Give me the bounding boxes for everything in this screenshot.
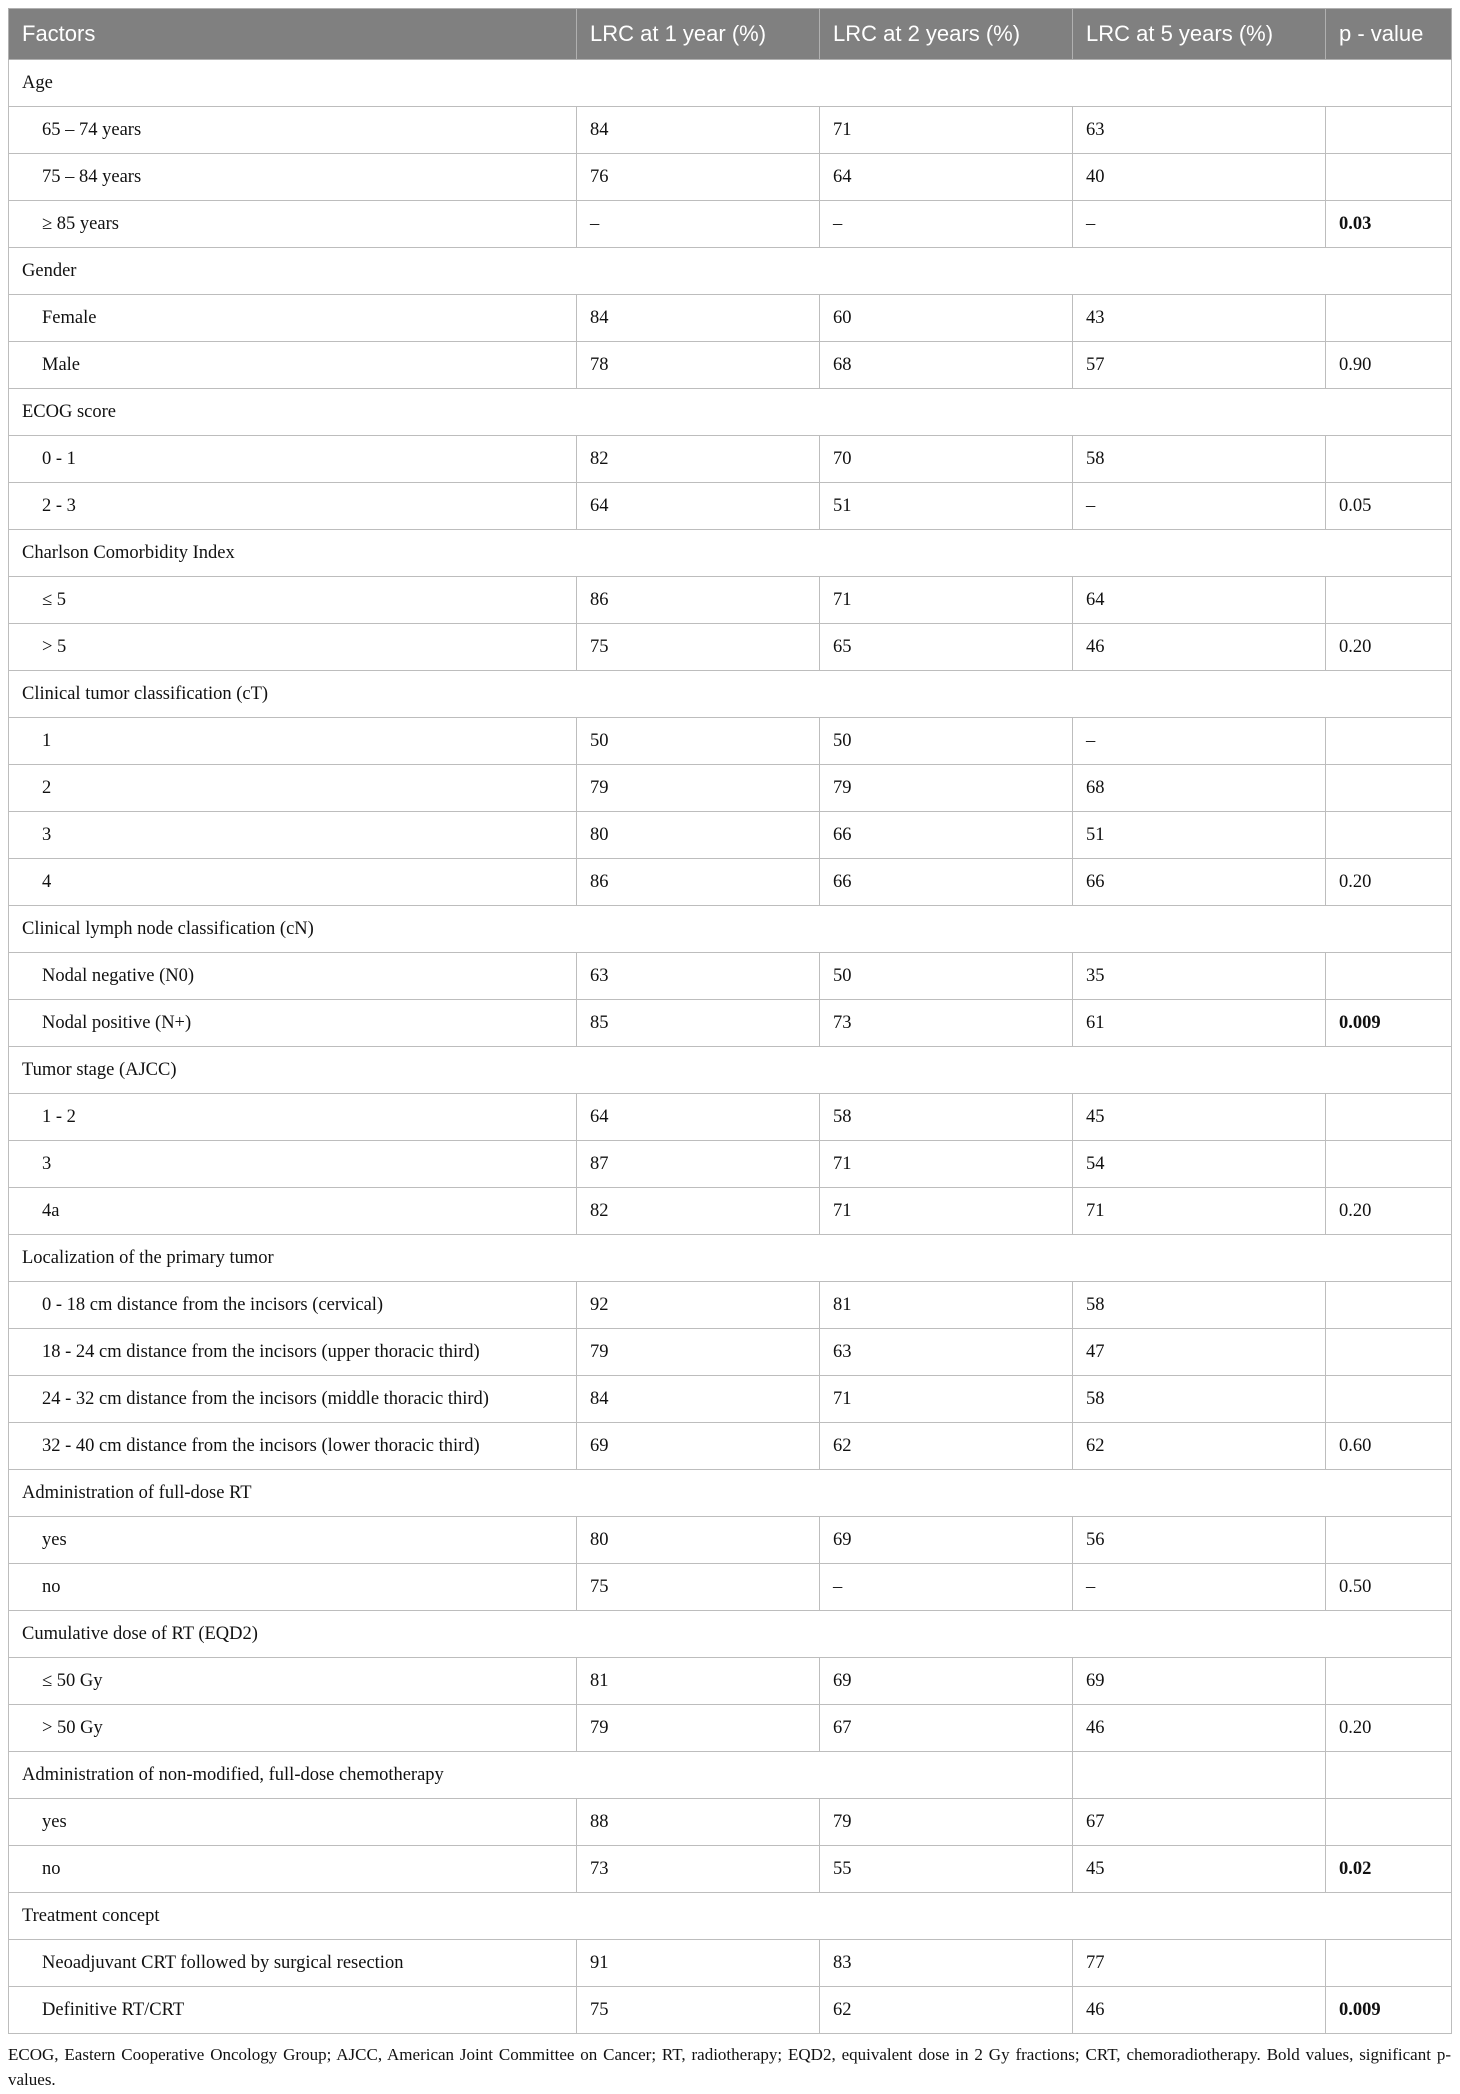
group-row [9, 60, 1452, 107]
lrc-2-years-cell: 71 [820, 1376, 1073, 1423]
table-row [9, 1564, 1452, 1611]
p-value-cell: 0.009 [1326, 1987, 1452, 2034]
lrc-1-year-cell: 79 [577, 765, 820, 812]
lrc-5-years-cell: 64 [1073, 577, 1326, 624]
table-row [9, 107, 1452, 154]
lrc-5-years-cell: 66 [1073, 859, 1326, 906]
lrc-2-years-cell: 63 [820, 1329, 1073, 1376]
header-p-value: p - value [1326, 9, 1452, 60]
p-value-cell [1326, 1799, 1452, 1846]
lrc-2-years-cell: 79 [820, 765, 1073, 812]
table-row [9, 718, 1452, 765]
table-row [9, 201, 1452, 248]
lrc-1-year-cell: 80 [577, 1517, 820, 1564]
lrc-2-years-cell: 70 [820, 436, 1073, 483]
lrc-2-years-cell: 65 [820, 624, 1073, 671]
table-body [9, 60, 1452, 2034]
table-row [9, 1940, 1452, 1987]
table-row [9, 1423, 1452, 1470]
factor-cell: no [9, 1564, 577, 1611]
lrc-5-years-cell: 77 [1073, 1940, 1326, 1987]
factor-cell: Nodal negative (N0) [9, 953, 577, 1000]
lrc-5-years-cell: 58 [1073, 436, 1326, 483]
table-row [9, 1329, 1452, 1376]
lrc-1-year-cell: 75 [577, 624, 820, 671]
header-lrc-1-year: LRC at 1 year (%) [577, 9, 820, 60]
header-lrc-5-years: LRC at 5 years (%) [1073, 9, 1326, 60]
header-lrc-2-years: LRC at 2 years (%) [820, 9, 1073, 60]
table-row [9, 624, 1452, 671]
lrc-1-year-cell: 86 [577, 859, 820, 906]
lrc-5-years-cell: 63 [1073, 107, 1326, 154]
lrc-2-years-cell: 62 [820, 1987, 1073, 2034]
lrc-1-year-cell: 75 [577, 1987, 820, 2034]
group-label: Clinical lymph node classification (cN) [9, 906, 1452, 953]
table-row [9, 436, 1452, 483]
factor-cell: 0 - 1 [9, 436, 577, 483]
factor-cell: 2 - 3 [9, 483, 577, 530]
lrc-1-year-cell: 64 [577, 1094, 820, 1141]
lrc-1-year-cell: 79 [577, 1329, 820, 1376]
p-value-cell [1326, 295, 1452, 342]
group-row [9, 1470, 1452, 1517]
factor-cell: ≥ 85 years [9, 201, 577, 248]
lrc-2-years-cell: 71 [820, 1188, 1073, 1235]
table-footnote: ECOG, Eastern Cooperative Oncology Group; AJCC, American Joint Committee on Cancer; RT, radiotherapy; EQD2, equivalent dose in 2 Gy fractions; CRT, chemoradiotherapy. Bold values, significant p-values. [8, 2045, 1451, 2089]
lrc-1-year-cell: 91 [577, 1940, 820, 1987]
factor-cell: 0 - 18 cm distance from the incisors (cervical) [9, 1282, 577, 1329]
lrc-1-year-cell: 84 [577, 107, 820, 154]
group-row [9, 248, 1452, 295]
table-row [9, 765, 1452, 812]
lrc-5-years-cell: 57 [1073, 342, 1326, 389]
lrc-2-years-cell: 71 [820, 1141, 1073, 1188]
p-value-cell [1326, 577, 1452, 624]
lrc-1-year-cell: 63 [577, 953, 820, 1000]
lrc-2-years-cell: – [820, 201, 1073, 248]
table-row [9, 1658, 1452, 1705]
lrc-5-years-cell: 46 [1073, 1705, 1326, 1752]
factor-cell: 75 – 84 years [9, 154, 577, 201]
p-value-cell: 0.009 [1326, 1000, 1452, 1047]
table-row [9, 1846, 1452, 1893]
factor-cell: 4a [9, 1188, 577, 1235]
lrc-1-year-cell: 84 [577, 1376, 820, 1423]
header-row [9, 9, 1452, 60]
factor-cell: 1 [9, 718, 577, 765]
p-value-cell [1326, 1329, 1452, 1376]
lrc-1-year-cell: 79 [577, 1705, 820, 1752]
group-label: Administration of non-modified, full-dose chemotherapy [9, 1752, 1073, 1799]
factor-cell: ≤ 5 [9, 577, 577, 624]
lrc-1-year-cell: 80 [577, 812, 820, 859]
p-value-cell [1326, 1094, 1452, 1141]
p-value-cell: 0.90 [1326, 342, 1452, 389]
lrc-1-year-cell: 81 [577, 1658, 820, 1705]
factor-cell: 3 [9, 812, 577, 859]
group-empty-cell [1073, 1752, 1326, 1799]
lrc-1-year-cell: 64 [577, 483, 820, 530]
lrc-2-years-cell: 66 [820, 812, 1073, 859]
p-value-cell: 0.50 [1326, 1564, 1452, 1611]
p-value-cell [1326, 718, 1452, 765]
lrc-2-years-cell: 83 [820, 1940, 1073, 1987]
group-row [9, 1752, 1452, 1799]
lrc-5-years-cell: 51 [1073, 812, 1326, 859]
lrc-2-years-cell: 79 [820, 1799, 1073, 1846]
factor-cell: Female [9, 295, 577, 342]
p-value-cell: 0.20 [1326, 1705, 1452, 1752]
factor-cell: 4 [9, 859, 577, 906]
p-value-cell: 0.05 [1326, 483, 1452, 530]
lrc-1-year-cell: 50 [577, 718, 820, 765]
lrc-1-year-cell: 69 [577, 1423, 820, 1470]
lrc-2-years-cell: 50 [820, 718, 1073, 765]
table-row [9, 295, 1452, 342]
p-value-cell [1326, 1658, 1452, 1705]
p-value-cell: 0.03 [1326, 201, 1452, 248]
table-row [9, 1376, 1452, 1423]
lrc-5-years-cell: 47 [1073, 1329, 1326, 1376]
lrc-1-year-cell: 86 [577, 577, 820, 624]
group-label: ECOG score [9, 389, 1452, 436]
table-row [9, 1094, 1452, 1141]
lrc-2-years-cell: 55 [820, 1846, 1073, 1893]
factor-cell: 65 – 74 years [9, 107, 577, 154]
p-value-cell [1326, 154, 1452, 201]
lrc-2-years-cell: 60 [820, 295, 1073, 342]
factor-cell: > 50 Gy [9, 1705, 577, 1752]
group-label: Localization of the primary tumor [9, 1235, 1452, 1282]
factor-cell: Male [9, 342, 577, 389]
group-label: Cumulative dose of RT (EQD2) [9, 1611, 1452, 1658]
lrc-2-years-cell: 64 [820, 154, 1073, 201]
lrc-2-years-cell: – [820, 1564, 1073, 1611]
group-row [9, 1047, 1452, 1094]
p-value-cell [1326, 1141, 1452, 1188]
lrc-5-years-cell: 54 [1073, 1141, 1326, 1188]
lrc-5-years-cell: – [1073, 718, 1326, 765]
lrc-2-years-cell: 51 [820, 483, 1073, 530]
p-value-cell: 0.02 [1326, 1846, 1452, 1893]
lrc-2-years-cell: 67 [820, 1705, 1073, 1752]
p-value-cell [1326, 953, 1452, 1000]
lrc-2-years-cell: 81 [820, 1282, 1073, 1329]
group-row [9, 1893, 1452, 1940]
table-row [9, 1282, 1452, 1329]
factor-cell: no [9, 1846, 577, 1893]
lrc-2-years-cell: 69 [820, 1517, 1073, 1564]
lrc-2-years-cell: 50 [820, 953, 1073, 1000]
table-row [9, 577, 1452, 624]
lrc-5-years-cell: – [1073, 201, 1326, 248]
lrc-5-years-cell: 71 [1073, 1188, 1326, 1235]
lrc-1-year-cell: 85 [577, 1000, 820, 1047]
group-empty-cell [1326, 1752, 1452, 1799]
group-row [9, 671, 1452, 718]
factor-cell: 2 [9, 765, 577, 812]
lrc-5-years-cell: 61 [1073, 1000, 1326, 1047]
p-value-cell [1326, 1940, 1452, 1987]
lrc-2-years-cell: 71 [820, 577, 1073, 624]
group-label: Gender [9, 248, 1452, 295]
factor-cell: Neoadjuvant CRT followed by surgical resection [9, 1940, 577, 1987]
lrc-5-years-cell: – [1073, 483, 1326, 530]
lrc-5-years-cell: 46 [1073, 624, 1326, 671]
factor-cell: 24 - 32 cm distance from the incisors (middle thoracic third) [9, 1376, 577, 1423]
table-row [9, 1517, 1452, 1564]
table-row [9, 1987, 1452, 2034]
table-row [9, 1705, 1452, 1752]
factor-cell: Definitive RT/CRT [9, 1987, 577, 2034]
lrc-2-years-cell: 73 [820, 1000, 1073, 1047]
header-factors: Factors [9, 9, 577, 60]
table-row [9, 953, 1452, 1000]
group-label: Treatment concept [9, 1893, 1452, 1940]
p-value-cell: 0.20 [1326, 859, 1452, 906]
table-row [9, 1188, 1452, 1235]
lrc-5-years-cell: – [1073, 1564, 1326, 1611]
p-value-cell: 0.60 [1326, 1423, 1452, 1470]
factor-cell: > 5 [9, 624, 577, 671]
table-row [9, 154, 1452, 201]
lrc-1-year-cell: – [577, 201, 820, 248]
lrc-1-year-cell: 88 [577, 1799, 820, 1846]
factor-cell: 3 [9, 1141, 577, 1188]
lrc-1-year-cell: 78 [577, 342, 820, 389]
p-value-cell [1326, 812, 1452, 859]
lrc-2-years-cell: 69 [820, 1658, 1073, 1705]
lrc-2-years-cell: 58 [820, 1094, 1073, 1141]
lrc-1-year-cell: 87 [577, 1141, 820, 1188]
lrc-table [8, 8, 1452, 2034]
group-row [9, 1611, 1452, 1658]
group-label: Age [9, 60, 1452, 107]
lrc-1-year-cell: 73 [577, 1846, 820, 1893]
lrc-5-years-cell: 45 [1073, 1094, 1326, 1141]
table-row [9, 1000, 1452, 1047]
table-row [9, 1799, 1452, 1846]
table-container [8, 8, 1451, 2092]
p-value-cell [1326, 107, 1452, 154]
factor-cell: Nodal positive (N+) [9, 1000, 577, 1047]
lrc-1-year-cell: 75 [577, 1564, 820, 1611]
lrc-5-years-cell: 56 [1073, 1517, 1326, 1564]
group-label: Clinical tumor classification (cT) [9, 671, 1452, 718]
group-label: Charlson Comorbidity Index [9, 530, 1452, 577]
lrc-5-years-cell: 43 [1073, 295, 1326, 342]
table-row [9, 1141, 1452, 1188]
group-row [9, 1235, 1452, 1282]
factor-cell: 1 - 2 [9, 1094, 577, 1141]
p-value-cell [1326, 436, 1452, 483]
p-value-cell [1326, 1376, 1452, 1423]
lrc-5-years-cell: 58 [1073, 1376, 1326, 1423]
table-row [9, 342, 1452, 389]
lrc-5-years-cell: 35 [1073, 953, 1326, 1000]
lrc-1-year-cell: 92 [577, 1282, 820, 1329]
table-row [9, 483, 1452, 530]
p-value-cell [1326, 1517, 1452, 1564]
factor-cell: 32 - 40 cm distance from the incisors (lower thoracic third) [9, 1423, 577, 1470]
group-row [9, 530, 1452, 577]
group-row [9, 906, 1452, 953]
lrc-5-years-cell: 46 [1073, 1987, 1326, 2034]
factor-cell: ≤ 50 Gy [9, 1658, 577, 1705]
p-value-cell [1326, 765, 1452, 812]
lrc-1-year-cell: 82 [577, 436, 820, 483]
lrc-5-years-cell: 58 [1073, 1282, 1326, 1329]
group-label: Administration of full-dose RT [9, 1470, 1452, 1517]
lrc-1-year-cell: 84 [577, 295, 820, 342]
lrc-5-years-cell: 68 [1073, 765, 1326, 812]
lrc-2-years-cell: 71 [820, 107, 1073, 154]
lrc-5-years-cell: 67 [1073, 1799, 1326, 1846]
factor-cell: yes [9, 1517, 577, 1564]
lrc-2-years-cell: 66 [820, 859, 1073, 906]
lrc-5-years-cell: 40 [1073, 154, 1326, 201]
lrc-5-years-cell: 69 [1073, 1658, 1326, 1705]
factor-cell: yes [9, 1799, 577, 1846]
p-value-cell: 0.20 [1326, 1188, 1452, 1235]
group-label: Tumor stage (AJCC) [9, 1047, 1452, 1094]
lrc-2-years-cell: 62 [820, 1423, 1073, 1470]
p-value-cell: 0.20 [1326, 624, 1452, 671]
lrc-2-years-cell: 68 [820, 342, 1073, 389]
table-row [9, 859, 1452, 906]
lrc-1-year-cell: 82 [577, 1188, 820, 1235]
lrc-1-year-cell: 76 [577, 154, 820, 201]
lrc-5-years-cell: 45 [1073, 1846, 1326, 1893]
factor-cell: 18 - 24 cm distance from the incisors (upper thoracic third) [9, 1329, 577, 1376]
table-row [9, 812, 1452, 859]
p-value-cell [1326, 1282, 1452, 1329]
lrc-5-years-cell: 62 [1073, 1423, 1326, 1470]
group-row [9, 389, 1452, 436]
